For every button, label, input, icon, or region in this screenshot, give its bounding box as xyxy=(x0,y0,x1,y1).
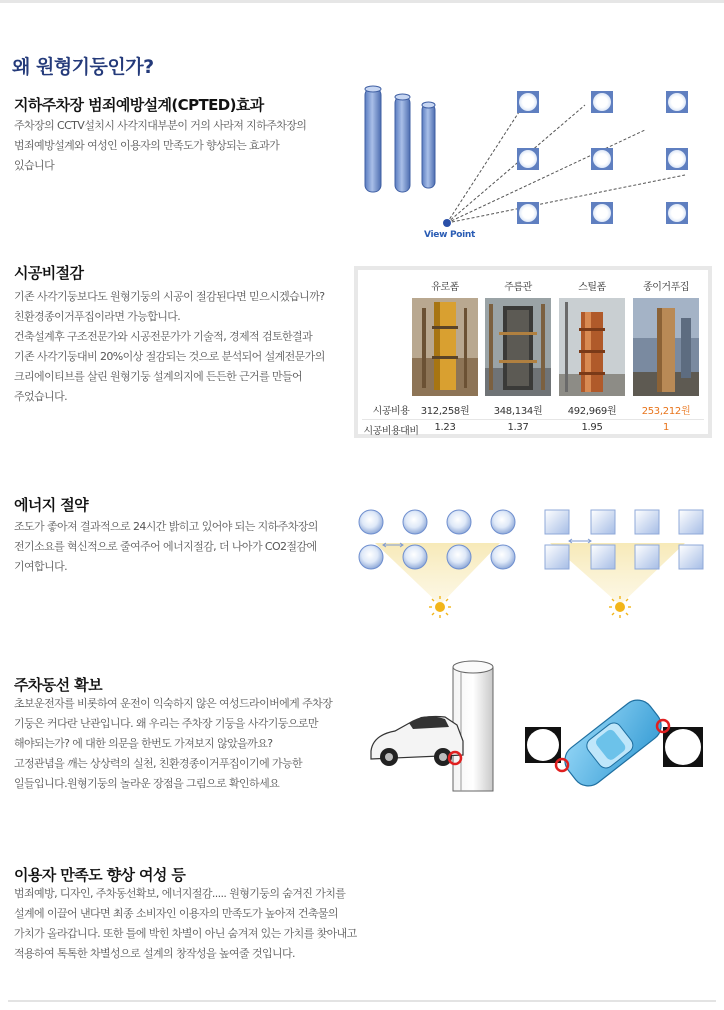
table-cell: 1.37 xyxy=(507,422,529,433)
section-energy-title: 에너지 절약 xyxy=(14,496,89,514)
round-pillar-icon xyxy=(365,86,381,192)
table-cell: 492,969원 xyxy=(567,406,617,417)
body-line: 고정관념을 깨는 상상력의 실천, 친환경종이거푸집이기에 가능한 xyxy=(14,757,303,770)
section-parking-title: 주차동선 확보 xyxy=(14,676,102,694)
body-line: 가치가 올라갑니다. 또한 틀에 박힌 차별이 아닌 숨겨져 있는 가치를 찾아내고 xyxy=(14,927,357,940)
table-column-header: 스틸폼 xyxy=(578,282,606,293)
section-cpted-body xyxy=(14,116,354,176)
view-point-dot xyxy=(443,219,451,227)
body-line: 일들입니다.원형기둥의 놀라운 장점을 그림으로 확인하세요 xyxy=(14,777,280,790)
top-divider xyxy=(0,0,724,3)
section-energy-body xyxy=(14,517,354,577)
body-line: 주었습니다. xyxy=(14,390,68,403)
parking-illustration xyxy=(365,655,715,795)
body-line: 친환경종이거푸집이라면 가능합니다. xyxy=(14,310,181,323)
steel-form-photo xyxy=(559,298,625,396)
body-line: 조도가 좋아져 결과적으로 24시간 밝히고 있어야 되는 지하주차장의 xyxy=(14,520,318,533)
section-cpted-title: 지하주차장 범죄예방설계(CPTED)효과 xyxy=(14,96,264,114)
body-line: 기둥은 커다란 난관입니다. 왜 우리는 주차장 기둥을 사각기둥으로만 xyxy=(14,717,318,730)
body-line: 건축설계후 구조전문가와 시공전문가가 기술적, 경제적 검토한결과 xyxy=(14,330,313,343)
square-column-icon xyxy=(525,727,561,763)
cost-comparison-table xyxy=(354,266,712,438)
body-line: 기여합니다. xyxy=(14,560,68,573)
body-line: 크리에이티브를 살린 원형기둥 설계의지에 든든한 근거를 만들어 xyxy=(14,370,303,383)
light-cone xyxy=(375,543,500,605)
bottom-divider xyxy=(8,1000,716,1002)
section-cost-body xyxy=(14,287,354,407)
body-line: 적용하여 톡톡한 차별성으로 설계의 창작성을 높여줄 것입니다. xyxy=(14,947,295,960)
body-line: 초보운전자를 비롯하여 운전이 익숙하지 않은 여성드라이버에게 주차장 xyxy=(14,697,333,710)
table-cell: 1.23 xyxy=(434,422,456,433)
section-parking-body xyxy=(14,694,354,794)
cpted-illustration xyxy=(355,80,705,240)
body-line: 전기소요를 혁신적으로 줄여주어 에너지절감, 더 나아가 CO2절감에 xyxy=(14,540,317,553)
body-line: 범죄예방설계와 여성인 이용자의 만족도가 향상되는 효과가 xyxy=(14,139,280,152)
body-line: 해야되는가? 에 대한 의문을 한번도 가져보지 않았을까요? xyxy=(14,737,273,750)
table-column-header: 주름관 xyxy=(504,282,532,293)
body-line: 기존 사각기둥대비 20%이상 절감되는 것으로 분석되어 설계전문가의 xyxy=(14,350,325,363)
body-line: 범죄예방, 디자인, 주차동선확보, 에너지절감..... 원형기둥의 숨겨진 가치를 xyxy=(14,887,346,900)
table-row-label: 시공비용대비 xyxy=(363,426,419,437)
table-cell: 348,134원 xyxy=(493,406,543,417)
body-line: 주차장의 CCTV설치시 사각지대부분이 거의 사라져 지하주차장의 xyxy=(14,119,307,132)
section-cost-title: 시공비절감 xyxy=(14,264,84,282)
body-line: 있습니다 xyxy=(14,159,55,172)
section-satisfaction-title: 이용자 만족도 향상 여성 등 xyxy=(14,866,186,884)
table-column-header: 종이거푸집 xyxy=(643,282,689,293)
body-line: 설계에 이끌어 낸다면 최종 소비자인 이용자의 만족도가 높아져 건축물의 xyxy=(14,907,338,920)
blue-car-icon xyxy=(558,694,667,793)
body-line: 기존 사각기둥보다도 원형기둥의 시공이 절감된다면 믿으시겠습니까? xyxy=(14,290,325,303)
page-title: 왜 원형기둥인가? xyxy=(12,56,154,78)
round-pillar-icon xyxy=(422,102,435,188)
table-column-header: 유로폼 xyxy=(431,282,459,293)
table-cell: 1.95 xyxy=(581,422,603,433)
round-column-icon xyxy=(453,661,493,791)
table-row-divider xyxy=(362,419,704,420)
round-pillar-icon xyxy=(395,94,410,192)
sight-lines xyxy=(447,95,685,223)
light-cone xyxy=(550,543,685,605)
corrugated-pipe-photo xyxy=(485,298,551,396)
square-column-icon xyxy=(663,727,703,767)
table-row-label: 시공비용 xyxy=(372,406,410,417)
view-point-label: View Point xyxy=(424,230,476,240)
section-satisfaction-body xyxy=(14,884,374,964)
paper-form-photo xyxy=(633,298,699,396)
energy-illustration xyxy=(355,505,715,625)
table-cell: 312,258원 xyxy=(420,406,470,417)
table-cell-highlight: 253,212원 xyxy=(641,406,691,417)
table-cell-highlight: 1 xyxy=(662,422,670,433)
euroform-photo xyxy=(412,298,478,396)
